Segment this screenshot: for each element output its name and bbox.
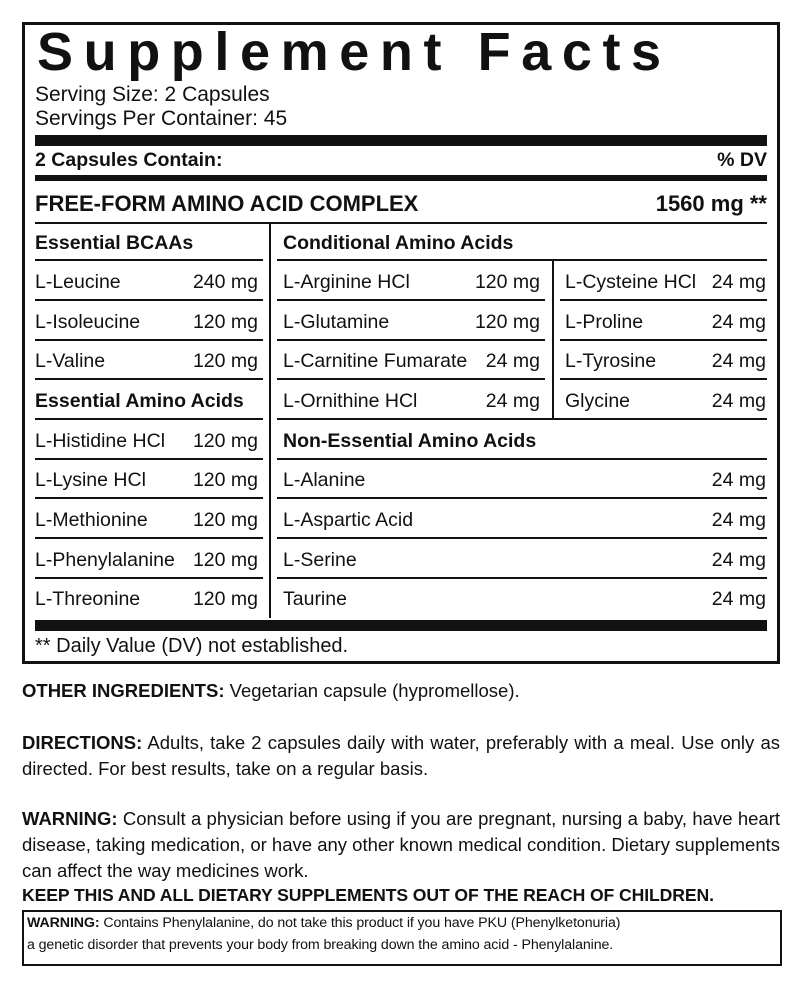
ingredient-amount: 24 mg xyxy=(485,390,540,412)
other-ingredients-label: OTHER INGREDIENTS: xyxy=(22,680,225,701)
divider xyxy=(35,577,263,579)
divider xyxy=(35,299,263,301)
complex-name: FREE-FORM AMINO ACID COMPLEX xyxy=(35,191,419,216)
divider xyxy=(277,259,767,261)
ingredient-amount: 120 mg xyxy=(474,271,540,293)
keep-away-notice: KEEP THIS AND ALL DIETARY SUPPLEMENTS OUT OF THE REACH OF CHILDREN. xyxy=(22,885,714,905)
ingredient-name: L-Leucine xyxy=(35,271,121,293)
pku-warning-text-1: Contains Phenylalanine, do not take this product if you have PKU (Phenylketonuria) xyxy=(99,915,621,931)
warning xyxy=(22,806,780,884)
ingredient-amount: 24 mg xyxy=(711,311,766,333)
pku-warning-line-1 xyxy=(27,912,777,934)
ingredient-name: L-Phenylalanine xyxy=(35,549,175,571)
warning-text: Consult a physician before using if you are pregnant, nursing a baby, have heart disease, taking medication, or have any other known medical condition. Dietary supplements can affect the way medicines work. xyxy=(22,808,780,881)
ingredient-name: L-Lysine HCl xyxy=(35,469,146,491)
section-header-bcaa: Essential BCAAs xyxy=(35,232,194,254)
ingredient-amount: 24 mg xyxy=(711,509,766,531)
ingredient-amount: 120 mg xyxy=(192,588,258,610)
ingredient-amount: 24 mg xyxy=(711,271,766,293)
pku-warning-text-2: a genetic disorder that prevents your body from breaking down the amino acid - Phenylalanine. xyxy=(27,937,614,953)
directions xyxy=(22,730,780,782)
ingredient-amount: 120 mg xyxy=(192,350,258,372)
thick-divider xyxy=(35,135,767,146)
ingredient-amount: 24 mg xyxy=(711,469,766,491)
ingredient-name: L-Carnitine Fumarate xyxy=(283,350,468,372)
serving-size: Serving Size: 2 Capsules xyxy=(35,83,270,106)
divider xyxy=(35,222,767,224)
ingredient-amount: 240 mg xyxy=(192,271,258,293)
footnote: ** Daily Value (DV) not established. xyxy=(35,635,349,657)
section-header-conditional: Conditional Amino Acids xyxy=(283,232,514,254)
divider xyxy=(35,378,263,380)
warning-label: WARNING: xyxy=(22,808,118,829)
ingredient-name: L-Glutamine xyxy=(283,311,390,333)
dv-label: % DV xyxy=(717,149,767,171)
ingredient-amount: 120 mg xyxy=(192,549,258,571)
section-header-essential: Essential Amino Acids xyxy=(35,390,244,412)
ingredient-amount: 24 mg xyxy=(711,390,766,412)
ingredient-amount: 120 mg xyxy=(192,311,258,333)
ingredient-amount: 120 mg xyxy=(474,311,540,333)
divider xyxy=(35,259,263,261)
divider xyxy=(277,378,545,380)
ingredient-name: L-Ornithine HCl xyxy=(283,390,418,412)
ingredient-name: L-Tyrosine xyxy=(565,350,657,372)
ingredient-name: L-Valine xyxy=(35,350,106,372)
ingredient-name: L-Serine xyxy=(283,549,357,571)
other-ingredients-text: Vegetarian capsule (hypromellose). xyxy=(224,680,520,701)
other-ingredients xyxy=(22,678,780,704)
ingredient-name: L-Histidine HCl xyxy=(35,430,166,452)
pku-warning-label: WARNING: xyxy=(27,915,100,931)
supplement-facts-panel xyxy=(22,22,780,664)
divider xyxy=(277,299,545,301)
ingredient-name: Taurine xyxy=(283,588,347,610)
ingredient-amount: 120 mg xyxy=(192,509,258,531)
ingredient-name: L-Aspartic Acid xyxy=(283,509,414,531)
divider xyxy=(560,299,767,301)
column-divider xyxy=(552,260,554,418)
divider xyxy=(277,497,767,499)
divider xyxy=(560,339,767,341)
ingredient-amount: 120 mg xyxy=(192,430,258,452)
divider xyxy=(35,418,263,420)
ingredient-amount: 24 mg xyxy=(711,350,766,372)
contain-label: 2 Capsules Contain: xyxy=(35,149,223,171)
divider xyxy=(277,577,767,579)
directions-label: DIRECTIONS: xyxy=(22,732,143,753)
ingredient-name: L-Isoleucine xyxy=(35,311,141,333)
divider xyxy=(277,418,767,420)
ingredient-name: L-Threonine xyxy=(35,588,141,610)
divider xyxy=(277,537,767,539)
thick-divider xyxy=(35,620,767,631)
ingredient-name: Glycine xyxy=(565,390,631,412)
medium-divider xyxy=(35,175,767,181)
ingredient-amount: 120 mg xyxy=(192,469,258,491)
divider xyxy=(560,378,767,380)
divider xyxy=(277,458,767,460)
ingredient-amount: 24 mg xyxy=(711,549,766,571)
divider xyxy=(35,537,263,539)
divider xyxy=(35,458,263,460)
ingredient-name: L-Alanine xyxy=(283,469,366,491)
panel-title: Supplement Facts xyxy=(37,22,672,82)
ingredient-amount: 24 mg xyxy=(711,588,766,610)
column-divider xyxy=(269,223,271,618)
section-header-non-essential: Non-Essential Amino Acids xyxy=(283,430,537,452)
directions-text: Adults, take 2 capsules daily with water, preferably with a meal. Use only as directed. For best results, take on a regular basis. xyxy=(22,732,780,779)
ingredient-name: L-Proline xyxy=(565,311,644,333)
complex-amount: 1560 mg ** xyxy=(655,191,767,216)
divider xyxy=(35,339,263,341)
pku-warning-box xyxy=(22,910,782,966)
ingredient-name: L-Methionine xyxy=(35,509,148,531)
ingredient-amount: 24 mg xyxy=(485,350,540,372)
ingredient-name: L-Arginine HCl xyxy=(283,271,410,293)
ingredient-name: L-Cysteine HCl xyxy=(565,271,697,293)
servings-per-container: Servings Per Container: 45 xyxy=(35,107,288,130)
divider xyxy=(35,497,263,499)
divider xyxy=(277,339,545,341)
